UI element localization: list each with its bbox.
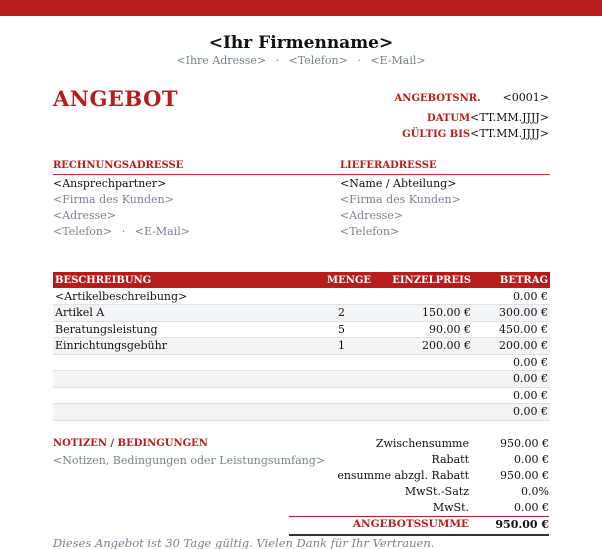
date-value: <TT.MM.JJJJ>	[470, 111, 549, 124]
footer-note: Dieses Angebot ist 30 Tage gültig. Vielen Dank für Ihr Vertrauen.	[53, 536, 435, 549]
valid-until-value: <TT.MM.JJJJ>	[470, 127, 549, 140]
item-unit-price	[373, 387, 473, 404]
discount-value: 0.00 €	[514, 453, 549, 466]
item-quantity: 1	[318, 338, 373, 355]
table-row	[53, 354, 550, 371]
quote-number-label: ANGEBOTSNR.	[394, 93, 481, 104]
column-header-description: BESCHREIBUNG	[53, 272, 318, 288]
item-quantity	[318, 354, 373, 371]
item-unit-price: 150.00 €	[373, 305, 473, 322]
item-description	[53, 354, 318, 371]
billing-phone-email	[53, 225, 193, 238]
column-header-unit-price: EINZELPREIS	[373, 272, 473, 288]
item-amount: 0.00 €	[473, 354, 550, 371]
tax-rate-row	[289, 485, 549, 502]
shipping-phone: <Telefon>	[340, 225, 400, 238]
date-label: DATUM	[427, 113, 471, 124]
item-description: <Artikelbeschreibung>	[53, 288, 318, 305]
item-amount: 200.00 €	[473, 338, 550, 355]
valid-until-row	[402, 127, 549, 140]
discount-row	[289, 453, 549, 470]
table-header-row	[53, 272, 550, 288]
separator: ·	[357, 54, 361, 67]
company-email: <E-Mail>	[370, 54, 426, 67]
item-unit-price	[373, 404, 473, 421]
table-row	[53, 305, 550, 322]
grand-total-row	[289, 516, 549, 536]
billing-phone: <Telefon>	[53, 225, 113, 238]
tax-rate-value: 0.0%	[521, 485, 549, 498]
tax-rate-label: MwSt.-Satz	[404, 485, 469, 498]
valid-until-label: GÜLTIG BIS	[402, 129, 471, 140]
tax-value: 0.00 €	[514, 501, 549, 514]
table-row	[53, 321, 550, 338]
quote-number-row	[395, 91, 549, 104]
subtotal-value: 950.00 €	[500, 437, 549, 450]
line-items-table	[53, 272, 550, 421]
tax-label: MwSt.	[432, 501, 469, 514]
table-row	[53, 338, 550, 355]
column-header-quantity: MENGE	[318, 272, 373, 288]
quote-number-value: <0001>	[502, 91, 549, 104]
item-unit-price	[373, 354, 473, 371]
item-unit-price	[373, 288, 473, 305]
company-name: <Ihr Firmenname>	[208, 33, 394, 53]
after-discount-label: ensumme abzgl. Rabatt	[337, 469, 469, 482]
shipping-company: <Firma des Kunden>	[340, 193, 461, 206]
billing-heading: RECHNUNGSADRESSE	[53, 160, 184, 171]
item-quantity	[318, 288, 373, 305]
address-divider	[53, 174, 550, 175]
item-description	[53, 371, 318, 388]
item-description: Einrichtungsgebühr	[53, 338, 318, 355]
date-row	[427, 111, 549, 124]
item-description	[53, 404, 318, 421]
subtotal-row	[289, 437, 549, 454]
item-quantity	[318, 371, 373, 388]
discount-label: Rabatt	[431, 453, 469, 466]
item-amount: 300.00 €	[473, 305, 550, 322]
item-quantity	[318, 387, 373, 404]
after-discount-row	[289, 469, 549, 486]
separator: ·	[121, 225, 126, 238]
shipping-address: <Adresse>	[340, 209, 403, 222]
item-amount: 0.00 €	[473, 371, 550, 388]
item-unit-price: 200.00 €	[373, 338, 473, 355]
billing-email: <E-Mail>	[134, 225, 190, 238]
item-description: Artikel A	[53, 305, 318, 322]
grand-total-label: ANGEBOTSSUMME	[352, 518, 469, 530]
billing-company: <Firma des Kunden>	[53, 193, 174, 206]
item-description: Beratungsleistung	[53, 321, 318, 338]
shipping-name: <Name / Abteilung>	[340, 177, 457, 190]
item-description	[53, 387, 318, 404]
item-quantity: 5	[318, 321, 373, 338]
grand-total-value: 950.00 €	[495, 518, 549, 531]
table-row	[53, 387, 550, 404]
table-row	[53, 371, 550, 388]
item-amount: 0.00 €	[473, 387, 550, 404]
item-amount: 0.00 €	[473, 404, 550, 421]
item-unit-price	[373, 371, 473, 388]
item-amount: 0.00 €	[473, 288, 550, 305]
item-quantity	[318, 404, 373, 421]
document-title: ANGEBOT	[53, 86, 178, 111]
billing-contact: <Ansprechpartner>	[53, 177, 167, 190]
column-header-amount: BETRAG	[473, 272, 550, 288]
shipping-heading: LIEFERADRESSE	[340, 160, 437, 171]
table-row	[53, 288, 550, 305]
company-address: <Ihre Adresse>	[176, 54, 267, 67]
item-quantity: 2	[318, 305, 373, 322]
company-phone: <Telefon>	[288, 54, 348, 67]
separator: ·	[275, 54, 280, 67]
item-amount: 450.00 €	[473, 321, 550, 338]
after-discount-value: 950.00 €	[500, 469, 549, 482]
item-unit-price: 90.00 €	[373, 321, 473, 338]
table-row	[53, 404, 550, 421]
notes-heading: NOTIZEN / BEDINGUNGEN	[53, 438, 208, 449]
top-accent-bar	[0, 0, 602, 16]
subtotal-label: Zwischensumme	[375, 437, 469, 450]
billing-address: <Adresse>	[53, 209, 116, 222]
notes-text: <Notizen, Bedingungen oder Leistungsumfang>	[53, 454, 326, 467]
company-contact-line	[0, 54, 602, 67]
